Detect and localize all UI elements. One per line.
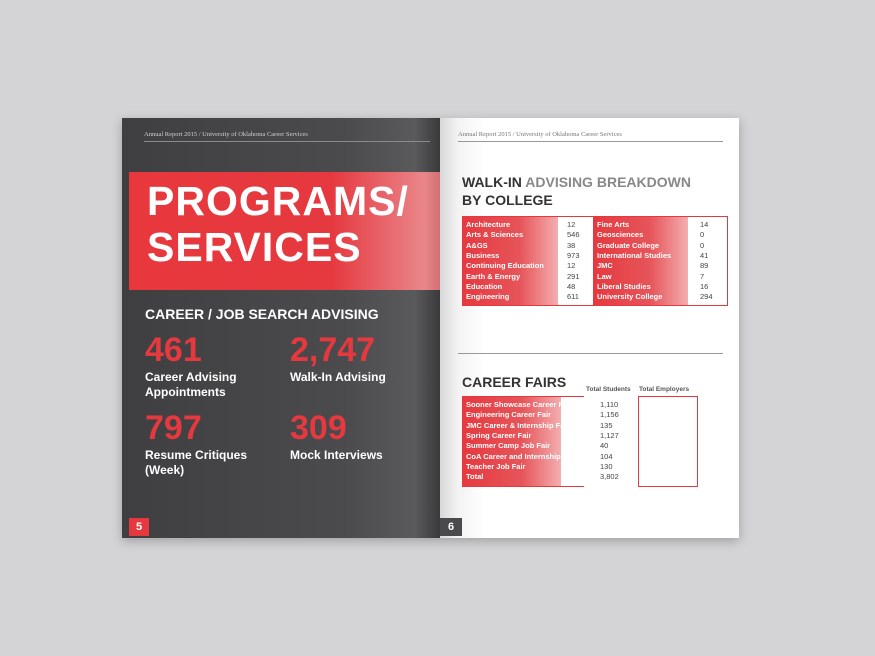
row-value: 12 xyxy=(567,261,576,271)
stat-label: Mock Interviews xyxy=(290,448,383,462)
running-head-right: Annual Report 2015 / University of Oklahoma Career Services xyxy=(458,131,723,142)
row-value: 130 xyxy=(600,461,613,471)
walkin-title-part3: BREAKDOWN xyxy=(596,174,691,190)
left-page xyxy=(122,118,440,538)
table-row xyxy=(466,261,576,271)
row-value: 1,127 xyxy=(600,430,619,440)
stat-number: 309 xyxy=(290,409,347,447)
row-label: JMC xyxy=(597,261,613,271)
fairs-table-employers xyxy=(638,396,698,487)
page-title xyxy=(147,178,409,270)
row-label: Sooner Showcase Career Fair xyxy=(466,400,573,409)
row-label: Engineering Career Fair xyxy=(466,410,552,420)
stat-number: 2,747 xyxy=(290,331,376,369)
row-value: 41 xyxy=(700,250,709,260)
row-value: 40 xyxy=(600,441,609,451)
table-row xyxy=(466,451,613,462)
table-row xyxy=(597,220,709,230)
section-divider xyxy=(458,353,723,354)
table-row xyxy=(597,292,713,302)
row-label: Fine Arts xyxy=(597,220,630,229)
row-value: 38 xyxy=(567,240,576,250)
table-row xyxy=(466,472,619,482)
row-label: Continuing Education xyxy=(466,261,544,271)
row-label: Law xyxy=(597,271,612,281)
row-value: 546 xyxy=(567,230,580,240)
row-value: 48 xyxy=(567,281,576,291)
stat-career-advising xyxy=(145,332,275,400)
walkin-table-left xyxy=(462,216,594,306)
table-row xyxy=(597,281,709,292)
running-head-left: Annual Report 2015 / University of Oklahoma Career Services xyxy=(144,131,430,142)
row-label: Teacher Job Fair xyxy=(466,461,526,471)
stat-label: Career Advising Appointments xyxy=(145,370,237,399)
stat-mock-interviews xyxy=(290,410,420,463)
row-value: 14 xyxy=(700,220,709,229)
walkin-title-part2: ADVISING xyxy=(525,174,593,190)
row-value: 291 xyxy=(567,271,580,281)
row-label: Arts & Sciences xyxy=(466,230,524,240)
row-label: Total xyxy=(466,472,484,482)
table-row xyxy=(466,271,580,282)
row-label: CoA Career and Internship Fair xyxy=(466,451,577,461)
table-row xyxy=(466,281,576,292)
title-band xyxy=(129,172,440,290)
right-page xyxy=(440,118,739,538)
stat-number: 461 xyxy=(145,331,202,369)
row-label: International Studies xyxy=(597,250,672,260)
table-row xyxy=(466,410,619,420)
stat-number: 797 xyxy=(145,409,202,447)
row-value: 1,110 xyxy=(600,400,619,409)
row-value: 135 xyxy=(600,420,613,430)
table-row xyxy=(466,292,579,302)
row-value: 294 xyxy=(700,292,713,302)
table-row xyxy=(466,400,619,410)
row-value: 16 xyxy=(700,281,709,291)
walkin-title-part1: WALK-IN xyxy=(462,174,522,190)
walkin-title xyxy=(462,173,691,209)
table-row xyxy=(466,230,580,240)
row-label: Education xyxy=(466,281,503,291)
row-label: Summer Camp Job Fair xyxy=(466,441,551,451)
page-title-line2: SERVICES xyxy=(147,224,362,270)
row-value: 1,156 xyxy=(600,410,619,420)
row-label: A&GS xyxy=(466,240,488,250)
table-row xyxy=(466,430,619,441)
page-title-line1: PROGRAMS/ xyxy=(147,178,409,224)
row-label: Spring Career Fair xyxy=(466,430,532,440)
row-value: 0 xyxy=(700,240,705,250)
row-value: 7 xyxy=(700,271,705,281)
page-number-right: 6 xyxy=(440,518,462,536)
row-label: Engineering xyxy=(466,292,510,302)
stat-label: Resume Critiques (Week) xyxy=(145,448,248,477)
table-row xyxy=(466,250,580,261)
stat-label: Walk-In Advising xyxy=(290,370,386,384)
career-fairs-title: CAREER FAIRS xyxy=(462,374,567,390)
row-label: Business xyxy=(466,250,500,260)
col-head-students: Total Students xyxy=(586,386,631,393)
row-value: 89 xyxy=(700,261,709,271)
row-label: Architecture xyxy=(466,220,511,229)
stat-walk-in xyxy=(290,332,420,385)
table-row xyxy=(597,250,709,261)
page-number-left: 5 xyxy=(129,518,149,536)
table-row xyxy=(597,271,705,282)
table-row xyxy=(597,230,705,240)
row-value: 611 xyxy=(567,292,579,302)
col-head-employers: Total Employers xyxy=(639,386,690,393)
walkin-title-line2: BY COLLEGE xyxy=(462,192,553,208)
brochure-spread xyxy=(122,118,739,538)
row-label: JMC Career & Internship Fair xyxy=(466,420,570,430)
row-label: University College xyxy=(597,292,663,302)
row-label: Geosciences xyxy=(597,230,644,240)
row-value: 3,802 xyxy=(600,472,619,482)
row-value: 104 xyxy=(600,451,613,461)
row-value: 973 xyxy=(567,250,580,260)
table-row xyxy=(597,261,709,271)
table-row xyxy=(597,240,705,251)
row-label: Graduate College xyxy=(597,240,660,250)
row-value: 12 xyxy=(567,220,576,229)
table-row xyxy=(466,420,613,431)
table-row xyxy=(466,461,613,472)
advising-section-heading: CAREER / JOB SEARCH ADVISING xyxy=(145,306,379,322)
row-label: Earth & Energy xyxy=(466,271,521,281)
table-row xyxy=(466,240,576,251)
table-row xyxy=(466,441,609,451)
table-row xyxy=(466,220,576,230)
walkin-table-right xyxy=(593,216,728,306)
fairs-table-main xyxy=(462,396,619,487)
row-value: 0 xyxy=(700,230,705,240)
stat-resume-critiques xyxy=(145,410,275,478)
row-label: Liberal Studies xyxy=(597,281,651,291)
